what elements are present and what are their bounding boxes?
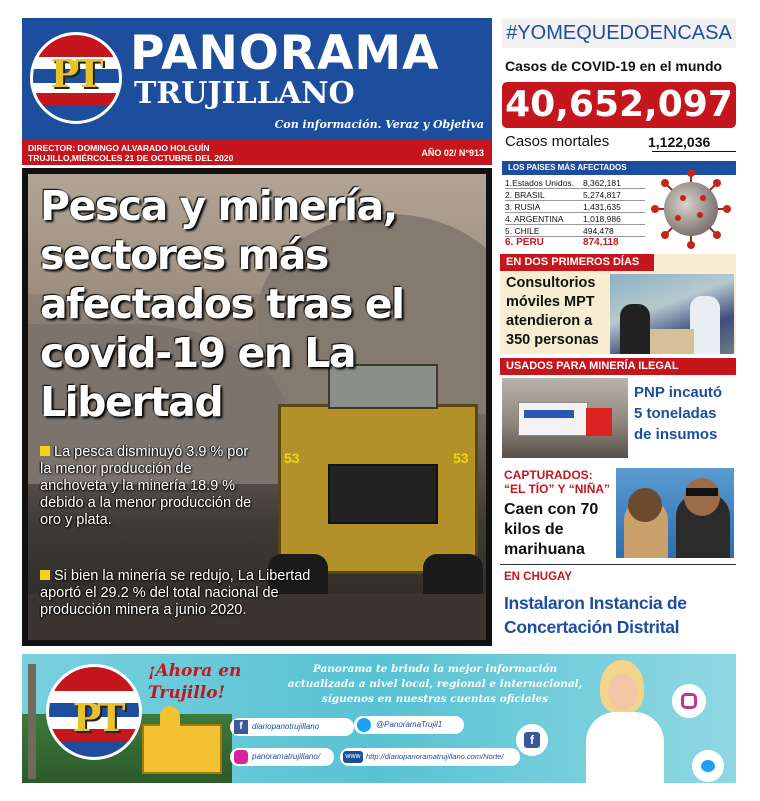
edition-bar <box>22 140 492 165</box>
banner-headline: ¡Ahora en Trujillo! <box>148 661 242 703</box>
story-mobile-clinics[interactable] <box>500 254 736 354</box>
bullet-square-icon <box>40 446 50 456</box>
promo-banner[interactable] <box>22 654 736 783</box>
covid-cases-counter: 40,652,097 <box>502 82 736 128</box>
story-arrest[interactable] <box>500 466 736 558</box>
story-police-seizure[interactable] <box>500 358 736 461</box>
bullet-1: La pesca disminuyó 3.9 % por la menor producción de anchoveta y la minería 18.9 % debido a la menor producción de oro y plata. <box>40 444 252 528</box>
story-kicker-2: “EL TÍO” Y “NIÑA” <box>504 482 611 496</box>
countries-list <box>505 177 645 249</box>
twitter-icon <box>692 750 724 782</box>
story-chugay[interactable] <box>500 564 736 646</box>
clinic-photo <box>610 274 734 354</box>
logo-letters: PT <box>50 51 100 96</box>
story-kicker: EN CHUGAY <box>504 571 572 583</box>
director-line: DIRECTOR: DOMINGO ALVARADO HOLGUÍN <box>28 143 210 153</box>
banner-logo-icon: PT <box>46 664 142 760</box>
banner-text: Panorama te brinda la mejor información actualizada a nivel local, regional e internacional, síguenos en nuestras cuentas oficiales <box>287 663 583 705</box>
edition-number: AÑO 02/ N°913 <box>421 148 484 158</box>
truck-photo <box>502 378 628 458</box>
country-row: 4. ARGENTINA 1,018,986 <box>505 213 645 225</box>
bullet-2: Si bien la minería se redujo, La Libertad aportó el 29.2 % del total nacional de producción minera a junio 2020. <box>40 568 311 618</box>
truck-number: 53 <box>284 450 300 466</box>
suspects-photo <box>616 468 734 558</box>
countries-header: LOS PAISES MÁS AFECTADOS <box>502 161 736 175</box>
story-kicker: CAPTURADOS: <box>504 468 593 482</box>
facebook-link[interactable]: f diariopanotrujillano <box>230 718 354 736</box>
country-row: 5. CHILE 494,478 <box>505 225 645 237</box>
story-title: PNP incautó 5 toneladas de insumos <box>634 384 723 443</box>
story-title: Instalaron Instancia de Concertación Distrital <box>504 593 687 637</box>
country-row: 3. RUSIA 1,431,635 <box>505 201 645 213</box>
facebook-icon: f <box>234 720 248 734</box>
deaths-value: 1,122,036 <box>648 134 711 150</box>
story-kicker: USADOS PARA MINERÍA ILEGAL <box>500 358 736 375</box>
dateline: TRUJILLO,MIÉRCOLES 21 DE OCTUBRE DEL 2020 <box>28 153 234 163</box>
instagram-link[interactable]: panoramatrujillano/ <box>230 748 334 766</box>
slogan: Con información. Veraz y Objetiva <box>274 118 484 131</box>
country-row-peru: 6. PERU 874,118 <box>505 237 619 248</box>
twitter-icon <box>357 718 371 732</box>
brand-subtitle: TRUJILLANO <box>134 76 355 111</box>
divider <box>652 151 736 152</box>
deaths-label: Casos mortales <box>505 133 610 150</box>
country-row: 2. BRASIL 5,274,817 <box>505 189 645 201</box>
covid-title: Casos de COVID-19 en el mundo <box>505 58 723 74</box>
story-title: Caen con 70 kilos de marihuana <box>504 501 599 558</box>
main-story[interactable] <box>22 168 492 646</box>
instagram-icon <box>234 750 248 764</box>
main-headline: Pesca y minería, sectores más afectados tras el covid-19 en La Libertad <box>40 182 404 426</box>
country-row: 1.Estados Unidos. 8,362,181 <box>505 177 645 189</box>
website-link[interactable]: www http://diariopanoramatrujillano.com/Norte/ <box>340 748 520 766</box>
story-kicker: EN DOS PRIMEROS DÍAS <box>500 254 654 271</box>
story-title: Consultorios móviles MPT atendieron a 350 personas <box>506 275 599 348</box>
facebook-icon: f <box>516 724 548 756</box>
globe-icon: www <box>343 751 363 763</box>
mining-truck-photo: 53 53 <box>28 174 486 640</box>
bullet-square-icon <box>40 570 50 580</box>
hashtag-banner: #YOMEQUEDOENCASA <box>502 18 736 48</box>
twitter-link[interactable]: @PanoramaTrujil1 <box>354 716 464 734</box>
brand-title: PANORAMA <box>130 26 440 81</box>
instagram-icon <box>672 684 706 718</box>
coronavirus-icon <box>648 168 734 250</box>
